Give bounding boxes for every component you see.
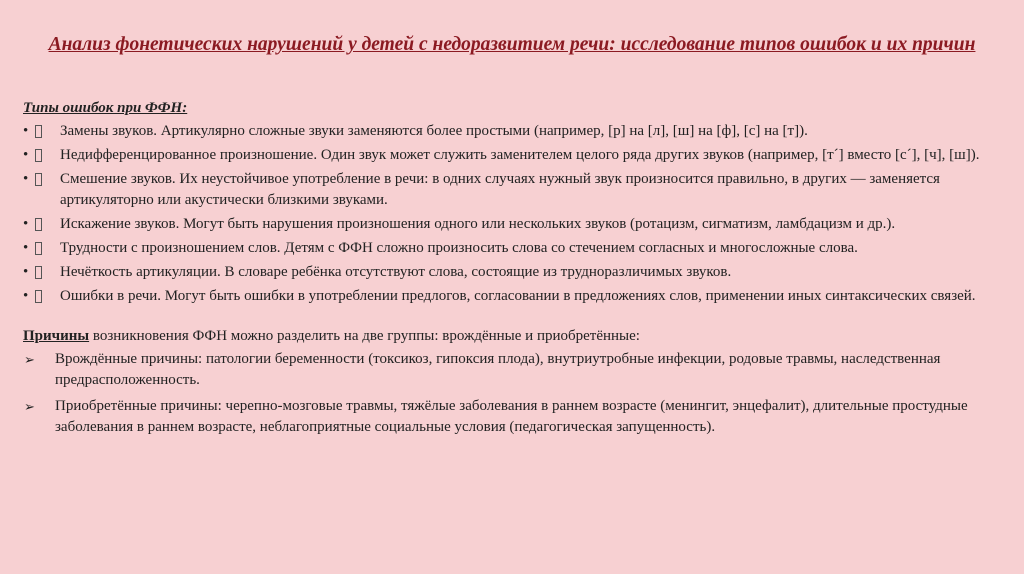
placeholder-box-icon [35, 266, 42, 279]
list-item-text: Ошибки в речи. Могут быть ошибки в употреблении предлогов, согласовании в предложениях слов, применении иных синтаксических связей. [60, 288, 976, 304]
list-item [23, 121, 1008, 142]
list-item-text: Нечёткость артикуляции. В словаре ребёнка отсутствуют слова, состоящие из трудноразличимых звуков. [60, 264, 732, 280]
arrow-bullet-icon: ➢ [24, 352, 35, 367]
list-item-text: Трудности с произношением слов. Детям с ФФН сложно произносить слова со стечением согласных и многосложные слова. [60, 240, 858, 256]
causes-section [23, 326, 1008, 438]
placeholder-box-icon [35, 218, 42, 231]
types-heading: Типы ошибок при ФФН: [23, 100, 188, 116]
list-item [23, 349, 1008, 391]
placeholder-box-icon [35, 149, 42, 162]
placeholder-box-icon [35, 125, 42, 138]
list-item-text: Искажение звуков. Могут быть нарушения произношения одного или нескольких звуков (ротацизм, сигматизм, ламбдацизм и др.). [60, 216, 896, 232]
list-item-text: Врождённые причины: патологии беременности (токсикоз, гипоксия плода), внутриутробные инфекции, родовые травмы, наследственная предрасположенность. [55, 351, 941, 388]
causes-intro-bold: Причины [23, 328, 90, 344]
list-item-text: Замены звуков. Артикулярно сложные звуки заменяются более простыми (например, [р] на [л], [ш] на [ф], [с] на [т]). [60, 123, 808, 139]
list-item [23, 238, 1008, 259]
slide-content [23, 98, 1008, 443]
bullet-icon: • [23, 123, 29, 139]
placeholder-box-icon [35, 173, 42, 186]
slide-title: Анализ фонетических нарушений у детей с недоразвитием речи: исследование типов ошибок и их причин [48, 34, 976, 55]
list-item [23, 396, 1008, 438]
types-list [23, 121, 1008, 307]
list-item-text: Недифференцированное произношение. Один звук может служить заменителем целого ряда других звуков (например, [т´] вместо [с´], [ч], [ш]). [60, 147, 980, 163]
list-item [23, 169, 1008, 211]
list-item-text: Приобретённые причины: черепно-мозговые травмы, тяжёлые заболевания в раннем возрасте (менингит, энцефалит), длительные простудные заболевания в раннем возрасте, неблагоприятные социальные условия (педагогическая запущенность). [55, 398, 968, 435]
bullet-icon: • [23, 240, 29, 256]
bullet-icon: • [23, 288, 29, 304]
bullet-icon: • [23, 147, 29, 163]
causes-intro-text: возникновения ФФН можно разделить на две группы: врождённые и приобретённые: [89, 328, 640, 344]
placeholder-box-icon [35, 242, 42, 255]
list-item-text: Смешение звуков. Их неустойчивое употребление в речи: в одних случаях нужный звук произносится правильно, в других — заменяется артикуляторно или акустически близкими звуками. [60, 171, 940, 208]
list-item [23, 145, 1008, 166]
causes-intro [23, 326, 1008, 347]
placeholder-box-icon [35, 290, 42, 303]
list-item [23, 286, 1008, 307]
list-item [23, 262, 1008, 283]
causes-list [23, 349, 1008, 438]
bullet-icon: • [23, 264, 29, 280]
bullet-icon: • [23, 216, 29, 232]
arrow-bullet-icon: ➢ [24, 399, 35, 414]
list-item [23, 214, 1008, 235]
bullet-icon: • [23, 171, 29, 187]
